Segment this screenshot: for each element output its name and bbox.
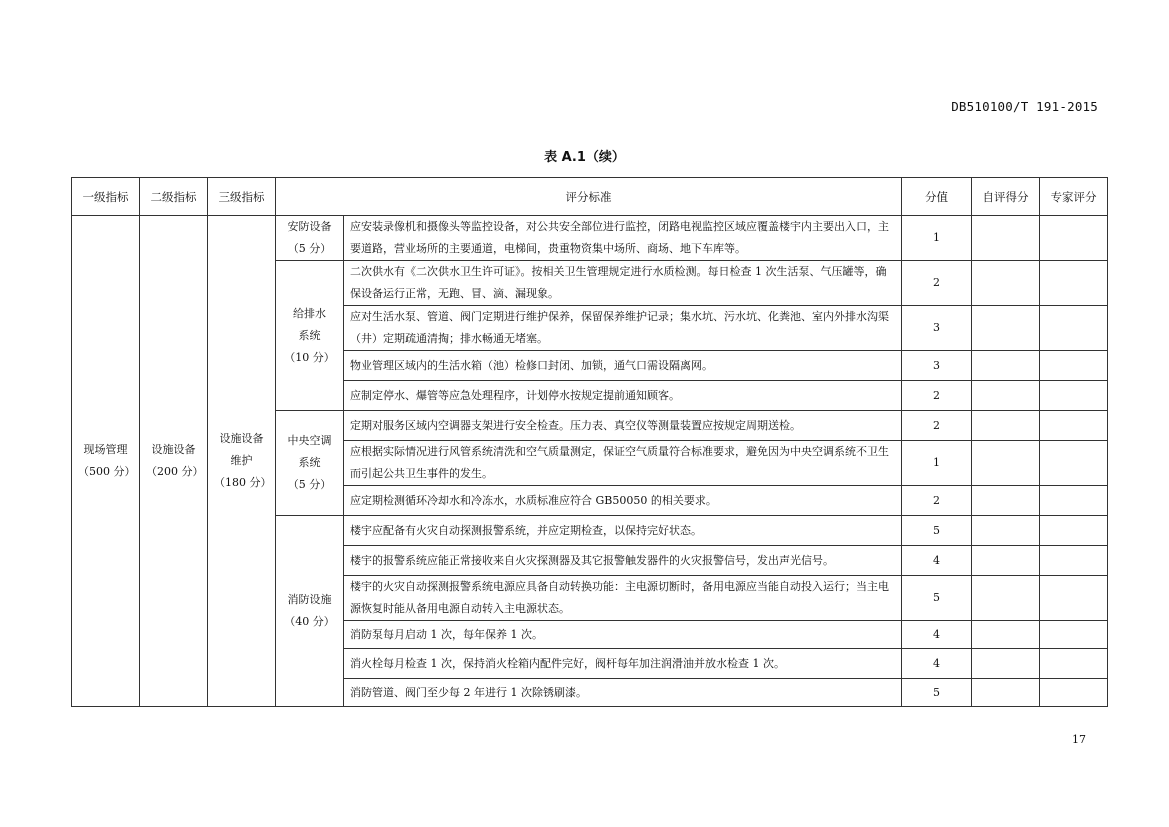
criterion-cell: 楼宇的火灾自动探测报警系统电源应具备自动转换功能：主电源切断时，备用电源应当能自动投入运行；当主电源恢复时能从备用电源自动转入主电源状态。 (344, 576, 902, 621)
self-score-cell[interactable] (972, 621, 1040, 649)
header-row (72, 178, 1108, 216)
points-cell: 1 (902, 216, 972, 261)
group-score: （10 分） (284, 350, 335, 364)
group-name-line1: 中央空调 (287, 434, 332, 447)
expert-score-cell[interactable] (1040, 546, 1108, 576)
group-name: 消防设施 (287, 593, 332, 606)
self-score-cell[interactable] (972, 516, 1040, 546)
points-cell: 5 (902, 516, 972, 546)
expert-score-cell[interactable] (1040, 576, 1108, 621)
level1-score: （500 分） (78, 465, 136, 478)
self-score-cell[interactable] (972, 261, 1040, 306)
criterion-cell: 应制定停水、爆管等应急处理程序，计划停水按规定提前通知顾客。 (344, 381, 902, 411)
level2-name: 设施设备 (151, 443, 196, 456)
expert-score-cell[interactable] (1040, 381, 1108, 411)
level3-cell (208, 216, 276, 707)
level3-score: （180 分） (214, 476, 272, 489)
col-header-level3: 三级指标 (208, 178, 276, 216)
self-score-cell[interactable] (972, 649, 1040, 679)
col-header-level1: 一级指标 (72, 178, 140, 216)
points-cell: 3 (902, 306, 972, 351)
points-cell: 4 (902, 649, 972, 679)
group-name-line2: 系统 (298, 456, 321, 469)
points-cell: 5 (902, 576, 972, 621)
self-score-cell[interactable] (972, 216, 1040, 261)
criterion-cell: 楼宇的报警系统应能正常接收来自火灾探测器及其它报警触发器件的火灾报警信号，发出声光信号。 (344, 546, 902, 576)
criterion-cell: 应安装录像机和摄像头等监控设备，对公共安全部位进行监控，闭路电视监控区域应覆盖楼宇内主要出入口，主要道路，营业场所的主要通道，电梯间，贵重物资集中场所、商场、地下车库等。 (344, 216, 902, 261)
expert-score-cell[interactable] (1040, 649, 1108, 679)
expert-score-cell[interactable] (1040, 351, 1108, 381)
table-title: 表 A.1（续） (544, 150, 625, 165)
level2-cell (140, 216, 208, 707)
points-cell: 3 (902, 351, 972, 381)
points-cell: 2 (902, 261, 972, 306)
points-cell: 2 (902, 411, 972, 441)
level1-cell (72, 216, 140, 707)
evaluation-table (71, 177, 1108, 707)
col-header-expert-score: 专家评分 (1040, 178, 1108, 216)
expert-score-cell[interactable] (1040, 411, 1108, 441)
col-header-criteria: 评分标准 (276, 178, 902, 216)
expert-score-cell[interactable] (1040, 441, 1108, 486)
self-score-cell[interactable] (972, 546, 1040, 576)
group-name-line1: 给排水 (293, 306, 326, 320)
col-header-self-score: 自评得分 (972, 178, 1040, 216)
group-security (276, 216, 344, 261)
col-header-level2: 二级指标 (140, 178, 208, 216)
level3-name-line2: 维护 (230, 454, 253, 467)
doc-code: DB510100/T 191-2015 (951, 99, 1098, 114)
group-fire (276, 516, 344, 707)
expert-score-cell[interactable] (1040, 516, 1108, 546)
group-score: （5 分） (287, 242, 332, 255)
level3-name-line1: 设施设备 (219, 432, 264, 445)
points-cell: 5 (902, 679, 972, 707)
points-cell: 2 (902, 381, 972, 411)
group-score: （5 分） (287, 478, 332, 491)
self-score-cell[interactable] (972, 306, 1040, 351)
self-score-cell[interactable] (972, 351, 1040, 381)
points-cell: 1 (902, 441, 972, 486)
expert-score-cell[interactable] (1040, 679, 1108, 707)
group-name-line2: 系统 (298, 328, 321, 342)
page-number: 17 (1072, 733, 1086, 746)
criterion-cell: 定期对服务区域内空调器支架进行安全检查。压力表、真空仪等测量装置应按规定周期送检。 (344, 411, 902, 441)
expert-score-cell[interactable] (1040, 621, 1108, 649)
self-score-cell[interactable] (972, 411, 1040, 441)
col-header-points: 分值 (902, 178, 972, 216)
points-cell: 4 (902, 546, 972, 576)
self-score-cell[interactable] (972, 679, 1040, 707)
table-row (72, 216, 1108, 261)
expert-score-cell[interactable] (1040, 486, 1108, 516)
criterion-cell: 消火栓每月检查 1 次，保持消火栓箱内配件完好，阀杆每年加注润滑油并放水检查 1 次。 (344, 649, 902, 679)
points-cell: 4 (902, 621, 972, 649)
group-hvac (276, 411, 344, 516)
criterion-cell: 物业管理区域内的生活水箱（池）检修口封闭、加锁，通气口需设隔离网。 (344, 351, 902, 381)
level1-name: 现场管理 (83, 443, 128, 456)
criterion-cell: 应定期检测循环冷却水和冷冻水，水质标准应符合 GB50050 的相关要求。 (344, 486, 902, 516)
group-score: （40 分） (284, 615, 335, 628)
criterion-cell: 楼宇应配备有火灾自动探测报警系统，并应定期检查，以保持完好状态。 (344, 516, 902, 546)
self-score-cell[interactable] (972, 486, 1040, 516)
level2-score: （200 分） (146, 465, 204, 478)
expert-score-cell[interactable] (1040, 261, 1108, 306)
self-score-cell[interactable] (972, 441, 1040, 486)
self-score-cell[interactable] (972, 576, 1040, 621)
criterion-cell: 二次供水有《二次供水卫生许可证》。按相关卫生管理规定进行水质检测。每日检查 1 次生活泵、气压罐等，确保设备运行正常，无跑、冒、滴、漏现象。 (344, 261, 902, 306)
group-water (276, 261, 344, 411)
self-score-cell[interactable] (972, 381, 1040, 411)
criterion-cell: 应根据实际情况进行风管系统清洗和空气质量测定，保证空气质量符合标准要求，避免因为中央空调系统不卫生而引起公共卫生事件的发生。 (344, 441, 902, 486)
points-cell: 2 (902, 486, 972, 516)
expert-score-cell[interactable] (1040, 216, 1108, 261)
criterion-cell: 应对生活水泵、管道、阀门定期进行维护保养，保留保养维护记录；集水坑、污水坑、化粪池、室内外排水沟渠（井）定期疏通清掏；排水畅通无堵塞。 (344, 306, 902, 351)
criterion-cell: 消防泵每月启动 1 次，每年保养 1 次。 (344, 621, 902, 649)
expert-score-cell[interactable] (1040, 306, 1108, 351)
group-name: 安防设备 (287, 220, 332, 233)
criterion-cell: 消防管道、阀门至少每 2 年进行 1 次除锈刷漆。 (344, 679, 902, 707)
